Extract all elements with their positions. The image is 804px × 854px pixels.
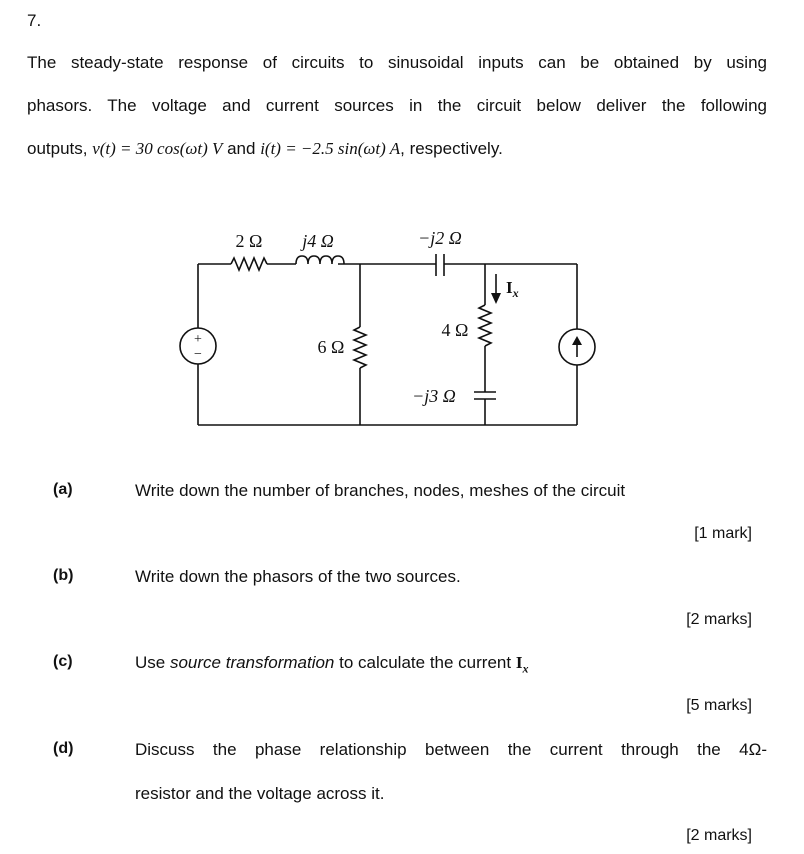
intro-line-3-post: , respectively. <box>400 139 503 158</box>
intro-line-2: phasors. The voltage and current sources in the circuit below deliver the following <box>27 96 767 115</box>
part-c-marks: [5 marks] <box>686 697 752 714</box>
part-d-marks: [2 marks] <box>686 827 752 844</box>
part-b-marks: [2 marks] <box>686 611 752 628</box>
r3-label: 4 Ω <box>441 320 469 340</box>
part-d-text-line-2: resistor and the voltage across it. <box>135 784 385 803</box>
part-a-marks: [1 mark] <box>694 525 752 542</box>
resistor-6ohm <box>354 327 366 368</box>
ix-arrowhead <box>491 293 501 304</box>
l1-label: j4 Ω <box>302 231 334 251</box>
resistor-2ohm <box>231 258 267 270</box>
current-source-arrowhead <box>572 336 582 345</box>
part-d-text-line-1: Discuss the phase relationship between the current through the 4Ω- <box>135 740 767 759</box>
part-c-text-post: to calculate the current <box>334 653 516 672</box>
r2-label: 6 Ω <box>317 337 345 357</box>
part-c-label: (c) <box>53 653 73 670</box>
part-b-text: Write down the phasors of the two sources. <box>135 567 461 586</box>
ix-letter: I <box>506 278 513 297</box>
part-c-ix-sub: x <box>522 661 529 676</box>
inductor-j4 <box>296 256 344 264</box>
voltage-expression: v(t) = 30 cos(ωt) V <box>92 139 223 158</box>
and-text: and <box>222 139 261 158</box>
voltage-source-plus: + <box>194 332 202 347</box>
ix-subscript: x <box>512 286 519 300</box>
c2-label: −j3 Ω <box>412 386 456 406</box>
part-c-text-em: source transformation <box>169 653 335 672</box>
c1-label: −j2 Ω <box>418 228 462 248</box>
part-a-text: Write down the number of branches, nodes, meshes of the circuit <box>135 481 626 500</box>
voltage-source-minus: − <box>194 347 202 362</box>
resistor-4ohm <box>479 305 491 346</box>
part-a-label: (a) <box>53 481 73 498</box>
ix-label <box>506 278 519 300</box>
r1-label: 2 Ω <box>235 231 263 251</box>
part-b-label: (b) <box>53 567 74 584</box>
part-c-text-pre: Use <box>135 653 170 672</box>
question-number: 7. <box>27 11 42 30</box>
intro-line-1: The steady-state response of circuits to sinusoidal inputs can be obtained by using <box>27 53 767 72</box>
intro-line-3-pre: outputs, <box>27 139 93 158</box>
current-expression: i(t) = −2.5 sin(ωt) A <box>260 139 401 158</box>
part-c-ix: I <box>515 653 523 672</box>
part-c-text <box>135 653 528 676</box>
part-d-label: (d) <box>53 740 74 757</box>
